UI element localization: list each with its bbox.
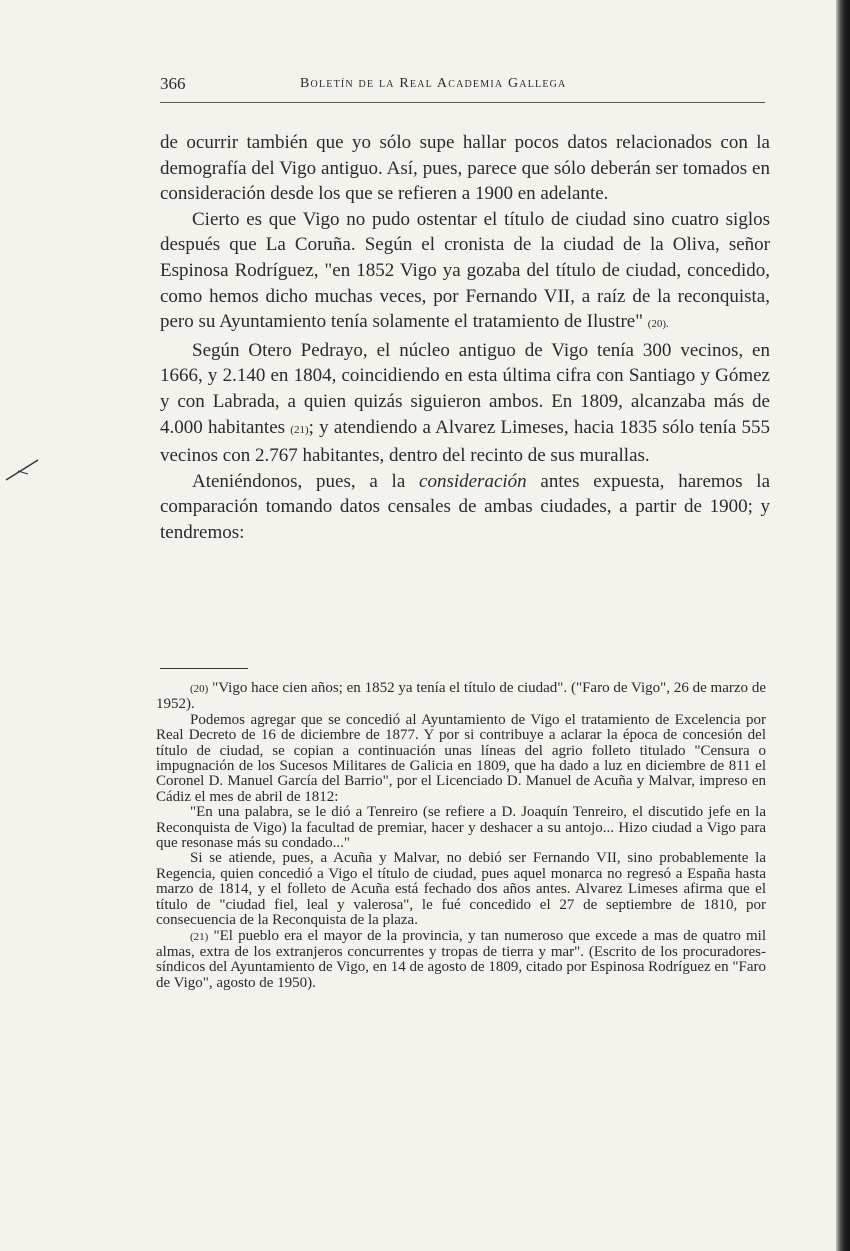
running-title: Boletín de la Real Academia Gallega [300,76,567,91]
footnote-20-para-2: Podemos agregar que se concedió al Ayuntamiento de Vigo el tratamiento de Excelencia por Real Decreto de 16 de diciembre de 1877. Y por si contribuye a aclarar la época de concesión del título de ciudad, se copian a continuación unas líneas del agrio folleto titulado "Censura o impugnación de los Sucesos Militares de Galicia en 1809, que ha dado a luz en diciembre de 811 el Coronel D. Manuel García del Barrio", por el Licenciado D. Manuel de Acuña y Malvar, impreso en Cádiz el mes de abril de 1812: [156,711,766,805]
footnote-20-para-4: Si se atiende, pues, a Acuña y Malvar, no debió ser Fernando VII, sino probablemente la Regencia, quien concedió a Vigo el título de ciudad, pues aquel monarca no regresó a España hasta marzo de 1814, y el folleto de Acuña está fechado dos años antes. Alvarez Limeses afirma que el título de "ciudad fiel, leal y valerosa", le fué concedido el 27 de septiembre de 1810, por consecuencia de la Reconquista de la plaza. [156,850,766,929]
paragraph-4-italic: consideración [419,470,527,492]
paragraph-1: de ocurrir también que yo sólo supe hallar pocos datos relacionados con la demografía del Vigo antiguo. Así, pues, parece que sólo deberán ser tomados en consideración desde los que se refieren a 1900 en adelante. [160,132,770,205]
page-header [160,74,765,98]
paragraph-4-lead: Ateniéndonos, pues, a la [192,470,406,492]
paragraph-3 [160,338,770,469]
footnote-20 [156,681,766,713]
page-edge-shadow [836,0,850,1251]
page-number: 366 [160,74,186,93]
header-rule [160,102,765,103]
footnote-21 [156,929,766,992]
footnote-ref-21: (21) [290,423,309,436]
paragraph-4 [160,469,770,546]
footnote-20-text: "Vigo hace cien años; en 1852 ya tenía el título de ciudad". ("Faro de Vigo", 26 de marzo de 1952). [156,680,766,713]
paragraph-3-text: Según Otero Pedrayo, el núcleo antiguo de Vigo tenía 300 vecinos, en 1666, y 2.140 en 1804, coincidiendo en esta última cifra con Santiago y Gómez y con Labrada, a quien quizás siguieron ambos. En 1809, alcanzaba más de 4.000 habitantes [160,339,770,438]
footnote-21-text: "El pueblo era el mayor de la provincia, y tan numeroso que excede a mas de quatro mil almas, extra de los extranjeros concurrentes y tropas de tierra y mar". (Escrito de los procuradores-síndicos del Ayuntamiento de Vigo, en 14 de agosto de 1809, citado por Espinosa Rodríguez en "Faro de Vigo", agosto de 1950). [156,927,767,991]
paragraph-4-end: haremos la comparación tomando datos censales de ambas ciudades, a partir de 1900; y tendremos: [160,470,771,543]
footnote-21-mark: (21) [190,930,209,943]
footnotes [156,681,766,991]
paragraph-4-mid: antes expuesta, [540,470,665,492]
footnote-20-quote: "En una palabra, se le dió a Tenreiro (se refiere a D. Joaquín Tenreiro, el discutido jefe en la Reconquista de Vigo) la facultad de premiar, hacer y deshacer a su antojo... Hizo ciudad a Vigo para que resonase más su condado..." [156,804,766,852]
margin-pencil-mark [4,456,40,482]
footnote-ref-20: (20). [647,318,669,331]
paragraph-2 [160,207,770,338]
paragraph-2-text: Cierto es que Vigo no pudo ostentar el título de ciudad sino cuatro siglos después que La Coruña. Según el cronista de la ciudad de la Oliva, señor Espinosa Rodríguez, "en 1852 Vigo ya gozaba del título de ciudad, concedido, como hemos dicho muchas veces, por Fernando VII, a raíz de la reconquista, pero su Ayuntamiento tenía solamente el tratamiento de Ilustre" [160,208,770,333]
footnote-rule [160,668,248,669]
footnote-20-mark: (20) [190,683,209,695]
paragraph-3-tail: ; y atendiendo a Alvarez Limeses, hacia 1835 sólo tenía 555 vecinos con 2.767 habitantes, dentro del recinto de sus murallas. [160,416,770,467]
body-text [160,130,770,546]
